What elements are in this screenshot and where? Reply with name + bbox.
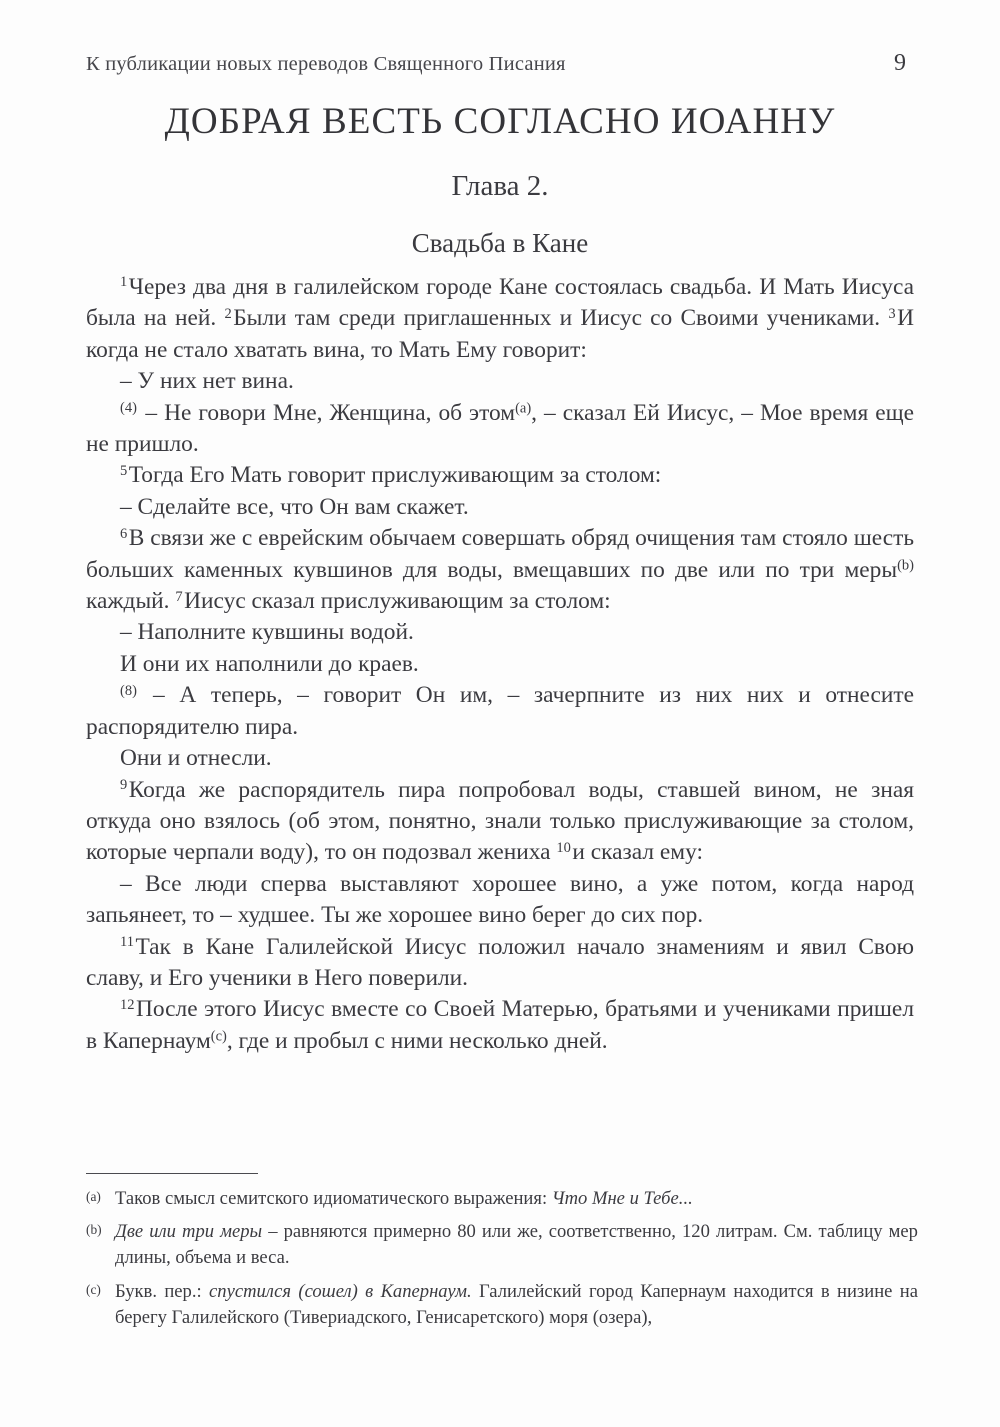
verse-text: После этого Иисус вместе со Своей Матерью, братьями и учениками пришел в Капернаум: [86, 996, 914, 1054]
footnote-item: [86, 1219, 918, 1271]
dialogue-paragraph: [86, 617, 914, 648]
footnote-text: Таков смысл семитского идиоматического выражения:: [115, 1188, 552, 1209]
chapter-title: Глава 2.: [451, 170, 549, 202]
verse-number: 11: [120, 934, 134, 950]
footnote-item: [86, 1279, 918, 1331]
verse-text: – Наполните кувшины водой.: [120, 619, 414, 646]
verse-number: 10: [556, 839, 571, 856]
running-head-title: К публикации новых переводов Священного Писания: [86, 53, 566, 75]
footnote-text-tail: Галилейский город Капернаум находится в низине на берегу Галилейского (Тивериадского, Генисаретского) моря (озера),: [115, 1280, 918, 1328]
verse-number: 5: [120, 462, 128, 479]
footnote-text-italic: Что Мне и Тебе...: [551, 1188, 693, 1209]
verse-number-parenthesized: (8): [120, 682, 137, 699]
verse-text: Иисус сказал прислуживающим за столом:: [184, 588, 611, 615]
verse-number: 9: [120, 776, 128, 793]
footnote-reference-b[interactable]: (b): [897, 557, 914, 574]
footnote-marker-c: (c): [86, 1281, 101, 1297]
verse-text: И они их наполнили до краев.: [120, 650, 419, 677]
verse-number: 7: [175, 588, 183, 605]
verse-text: и сказал ему:: [572, 839, 703, 866]
section-title: Свадьба в Кане: [411, 228, 589, 258]
dialogue-paragraph: [86, 366, 914, 397]
verse-number: 1: [120, 274, 128, 291]
dialogue-paragraph: [86, 492, 914, 523]
book-title: ДОБРАЯ ВЕСТЬ СОГЛАСНО ИОАННУ: [164, 101, 836, 142]
verse-text: , где и пробыл с ними несколько дней.: [226, 1027, 608, 1054]
verse-number: 2: [224, 305, 232, 322]
verse-paragraph: [86, 932, 914, 995]
narrative-paragraph: [86, 649, 914, 680]
footnote-text-tail: – равняются примерно 80 или же, соответственно, 120 литрам. См. таблицу мер длины, объема и веса.: [115, 1221, 918, 1269]
verse-paragraph: [86, 680, 914, 743]
verse-text: – У них нет вина.: [120, 368, 294, 395]
footnote-marker-a: (a): [86, 1189, 101, 1204]
verse-paragraph: [86, 994, 914, 1057]
verse-text: – Сделайте все, что Он вам скажет.: [120, 493, 469, 520]
footnote-reference-a[interactable]: (a): [515, 400, 532, 417]
verse-paragraph: [86, 460, 914, 491]
verse-text: – Не говори Мне, Женщина, об этом: [138, 399, 516, 426]
footnote-marker-b: (b): [86, 1222, 102, 1238]
footnote-text: Букв. пер.:: [115, 1280, 210, 1302]
verse-text: – Все люди сперва выставляют хорошее вино, а уже потом, когда народ запьянеет, то – худшее. Ты же хорошее вино берег до сих пор.: [86, 870, 914, 929]
verse-text: Они и отнесли.: [120, 745, 272, 772]
footnote-reference-c[interactable]: (c): [210, 1028, 227, 1045]
verse-text: Тогда Его Мать говорит прислуживающим за столом:: [128, 462, 662, 489]
footnote-separator-rule: [86, 1173, 258, 1174]
verse-paragraph: [86, 523, 914, 617]
footnote-item: [86, 1186, 918, 1212]
verse-text: Когда же распорядитель пира попробовал воды, ставшей вином, не зная откуда оно взялось (об этом, понятно, знали только прислуживающие за столом, которые черпали воду), то он подозвал жениха: [86, 776, 914, 866]
verse-text: В связи же с еврейским обычаем совершать обряд очищения там стояло шесть больших каменных кувшинов для воды, вмещавших по две или по три меры: [86, 525, 914, 583]
page-number: 9: [894, 50, 906, 76]
verse-text: Были там среди приглашенных и Иисус со Своими учениками.: [233, 305, 889, 332]
verse-paragraph: [86, 272, 914, 366]
verse-number: 3: [888, 305, 896, 322]
verse-paragraph: [86, 398, 914, 461]
verse-paragraph: [86, 775, 914, 869]
narrative-paragraph: [86, 743, 914, 774]
verse-text: Так в Кане Галилейской Иисус положил начало знамениям и явил Свою славу, и Его ученики в Него поверили.: [86, 933, 914, 991]
running-head: [86, 50, 914, 80]
footnote-text-italic: Две или три меры: [115, 1221, 263, 1243]
footnote-text-italic: спустился (сошел) в Капернаум.: [209, 1280, 472, 1302]
verse-text: Через два дня в галилейском городе Кане состоялась свадьба. И Мать Иисуса была на ней.: [86, 274, 914, 332]
verse-number: 12: [120, 996, 135, 1013]
verse-number-parenthesized: (4): [120, 400, 137, 417]
verse-text: каждый.: [86, 588, 176, 615]
verse-text: , – сказал Ей Иисус, – Мое время еще не пришло.: [86, 399, 914, 458]
dialogue-paragraph: [86, 869, 914, 932]
verse-text: И когда не стало хватать вина, то Мать Ему говорит:: [86, 305, 914, 363]
scripture-body: [86, 272, 914, 1057]
verse-number: 6: [120, 525, 128, 542]
verse-text: – А теперь, – говорит Он им, – зачерпните из них них и отнесите распорядителю пира.: [86, 682, 914, 740]
footnote-list: [86, 1186, 918, 1331]
